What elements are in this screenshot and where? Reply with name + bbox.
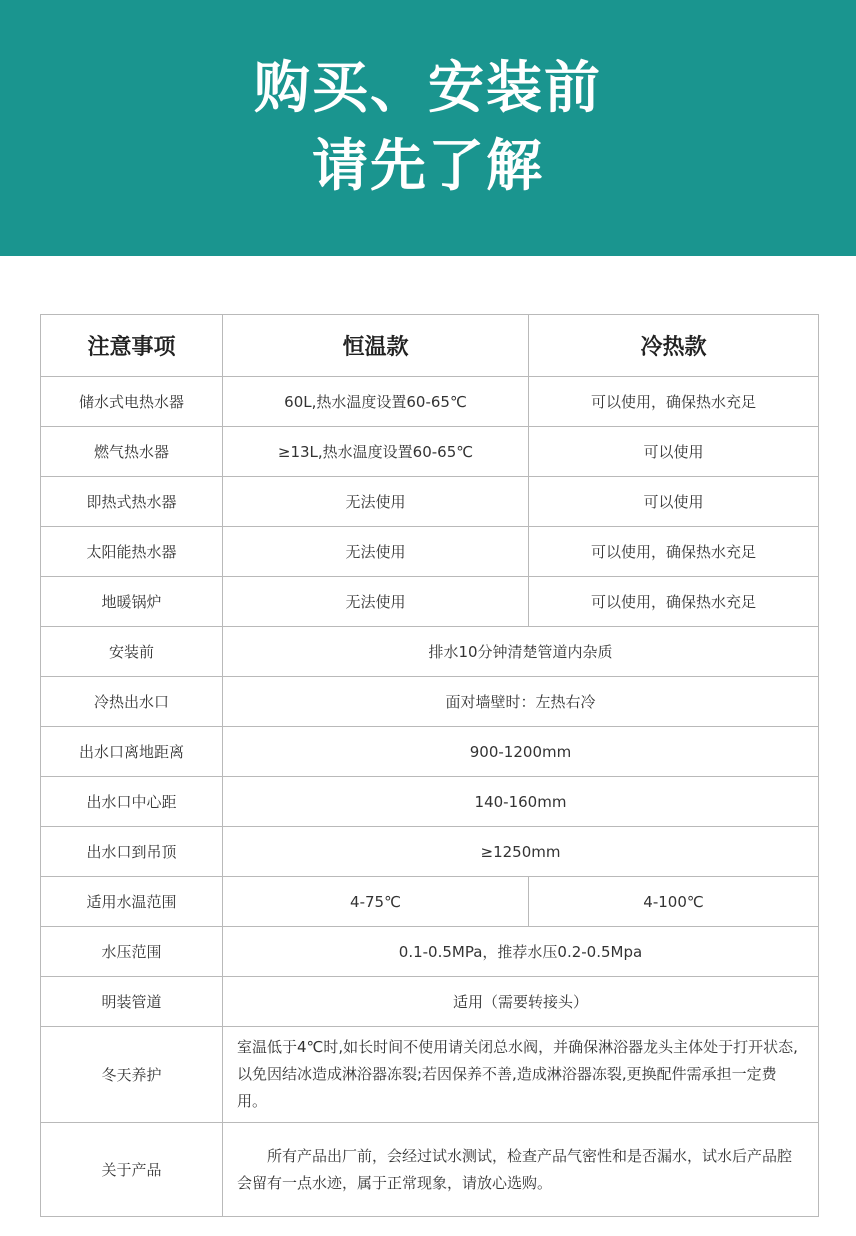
hotcold-cell: 4-100℃ — [529, 877, 819, 927]
table-row — [41, 577, 819, 627]
table-row — [41, 927, 819, 977]
merged-cell: 140-160mm — [223, 777, 819, 827]
table-row — [41, 877, 819, 927]
product-note: 所有产品出厂前，会经过试水测试，检查产品气密性和是否漏水，试水后产品腔会留有一点水迹，属于正常现象，请放心选购。 — [223, 1123, 819, 1217]
table-row — [41, 377, 819, 427]
row-label: 关于产品 — [41, 1123, 223, 1217]
row-label: 出水口中心距 — [41, 777, 223, 827]
constant-cell: 60L,热水温度设置60-65℃ — [223, 377, 529, 427]
row-label: 冬天养护 — [41, 1027, 223, 1123]
winter-care-note: 室温低于4℃时,如长时间不使用请关闭总水阀，并确保淋浴器龙头主体处于打开状态,以免因结冰造成淋浴器冻裂;若因保养不善,造成淋浴器冻裂,更换配件需承担一定费用。 — [223, 1027, 819, 1123]
row-label: 燃气热水器 — [41, 427, 223, 477]
row-label: 出水口离地距离 — [41, 727, 223, 777]
spec-table — [40, 314, 819, 1217]
hotcold-cell: 可以使用，确保热水充足 — [529, 377, 819, 427]
banner-header — [0, 0, 856, 256]
merged-cell: 900-1200mm — [223, 727, 819, 777]
row-label: 适用水温范围 — [41, 877, 223, 927]
table-row — [41, 527, 819, 577]
merged-cell: 面对墙壁时：左热右冷 — [223, 677, 819, 727]
table-header-row — [41, 315, 819, 377]
row-label: 太阳能热水器 — [41, 527, 223, 577]
row-label: 即热式热水器 — [41, 477, 223, 527]
constant-cell: ≥13L,热水温度设置60-65℃ — [223, 427, 529, 477]
table-row — [41, 977, 819, 1027]
table-row — [41, 727, 819, 777]
row-label: 出水口到吊顶 — [41, 827, 223, 877]
header-hotcold-model: 冷热款 — [529, 315, 819, 377]
header-constant-model: 恒温款 — [223, 315, 529, 377]
merged-cell: ≥1250mm — [223, 827, 819, 877]
table-row — [41, 427, 819, 477]
table-row — [41, 1123, 819, 1217]
banner-title-line1: 购买、安装前 — [254, 56, 602, 121]
merged-cell: 适用（需要转接头） — [223, 977, 819, 1027]
table-row — [41, 1027, 819, 1123]
hotcold-cell: 可以使用 — [529, 427, 819, 477]
merged-cell: 排水10分钟清楚管道内杂质 — [223, 627, 819, 677]
constant-cell: 无法使用 — [223, 577, 529, 627]
row-label: 地暖锅炉 — [41, 577, 223, 627]
table-row — [41, 827, 819, 877]
hotcold-cell: 可以使用，确保热水充足 — [529, 577, 819, 627]
row-label: 冷热出水口 — [41, 677, 223, 727]
merged-cell: 0.1-0.5MPa，推荐水压0.2-0.5Mpa — [223, 927, 819, 977]
constant-cell: 无法使用 — [223, 527, 529, 577]
constant-cell: 无法使用 — [223, 477, 529, 527]
table-row — [41, 477, 819, 527]
row-label: 明装管道 — [41, 977, 223, 1027]
table-row — [41, 627, 819, 677]
hotcold-cell: 可以使用 — [529, 477, 819, 527]
table-row — [41, 677, 819, 727]
table-row — [41, 777, 819, 827]
row-label: 安装前 — [41, 627, 223, 677]
header-notes: 注意事项 — [41, 315, 223, 377]
banner-title-line2: 请先了解 — [312, 134, 544, 199]
row-label: 储水式电热水器 — [41, 377, 223, 427]
row-label: 水压范围 — [41, 927, 223, 977]
hotcold-cell: 可以使用，确保热水充足 — [529, 527, 819, 577]
constant-cell: 4-75℃ — [223, 877, 529, 927]
